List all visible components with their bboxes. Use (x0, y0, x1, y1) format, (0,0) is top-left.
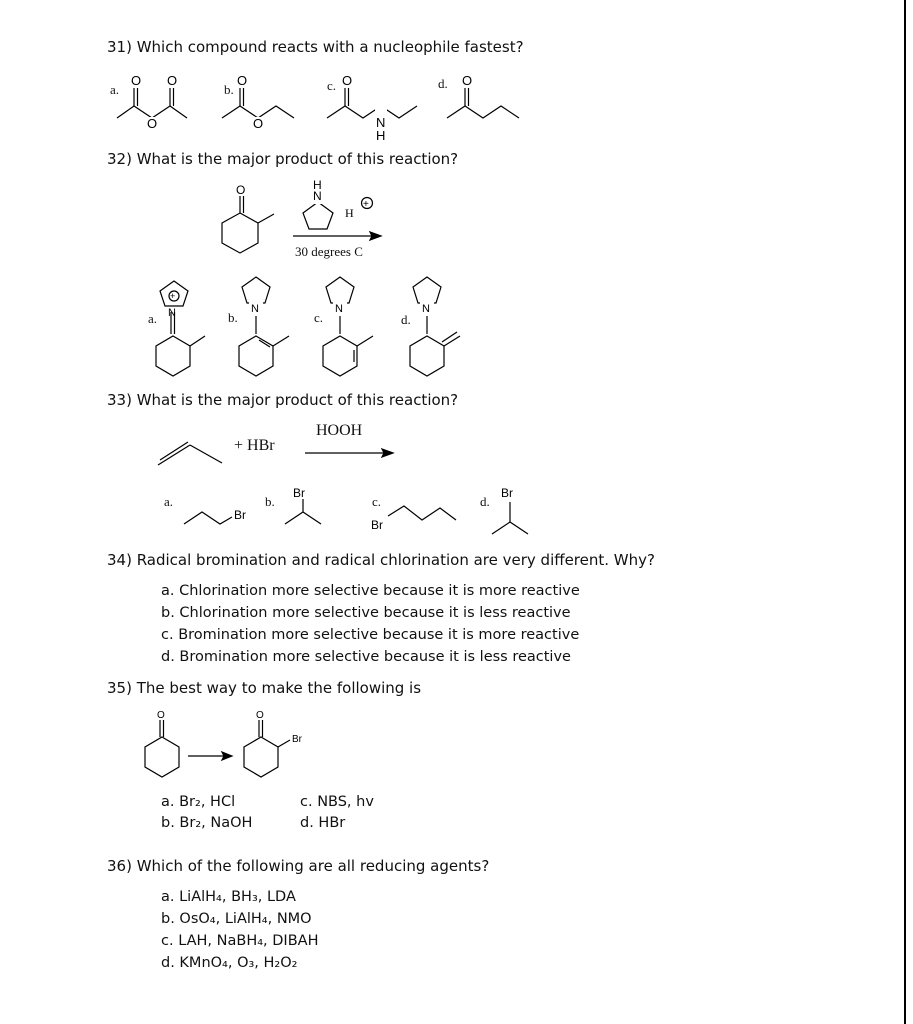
q33-option-d-structure (492, 502, 528, 534)
q33-b-bromine: Br (293, 486, 305, 500)
q35-product-oxygen: O (256, 710, 264, 721)
q33-reaction-arrow (305, 449, 393, 457)
q33-option-a-structure (184, 512, 232, 524)
q35-product-bromoketone (244, 720, 290, 777)
q31-c-oxygen: O (342, 73, 353, 88)
q31-d-oxygen: O (462, 73, 473, 88)
q32-ketone-oxygen: O (236, 183, 246, 197)
q32-b-nitrogen: N (251, 303, 259, 315)
q35-reactant-cyclohexanone (145, 720, 179, 777)
question-36: 36) Which of the following are all reducing agents? (107, 857, 490, 875)
q33-d-bromine: Br (501, 486, 513, 500)
question-34: 34) Radical bromination and radical chlorination are very different. Why? (107, 551, 655, 569)
q36-option-c: c. LAH, NaBH₄, DIBAH (161, 933, 319, 949)
q32-option-a-structure (156, 281, 205, 376)
q32-reactant-ketone (222, 196, 274, 253)
q36-option-a: a. LiAlH₄, BH₃, LDA (161, 889, 296, 905)
q33-option-b-structure (285, 499, 321, 524)
q32-option-d-structure (410, 277, 460, 376)
q35-reaction-arrow (188, 752, 232, 760)
q31-b-oxygen-1: O (237, 73, 248, 88)
q33-propene (158, 442, 222, 465)
q32-c-nitrogen: N (335, 303, 343, 315)
q36-option-d: d. KMnO₄, O₃, H₂O₂ (161, 955, 298, 971)
q31-a-oxygen-1: O (131, 73, 142, 88)
q31-label-c: c. (327, 78, 337, 93)
q35-option-a: a. Br₂, HCl (161, 794, 236, 810)
q31-a-oxygen-2: O (167, 73, 178, 88)
q31-b-oxygen-2: O (253, 116, 264, 131)
q31-label-b: b. (224, 82, 234, 97)
q33-label-a: a. (164, 494, 174, 509)
q32-option-c-structure (323, 277, 373, 376)
q32-pyrrolidine-nitrogen: N (313, 189, 322, 203)
q31-label-d: d. (438, 76, 448, 91)
q33-label-d: d. (480, 494, 490, 509)
q31-c-hydrogen: H (376, 128, 386, 143)
q33-label-c: c. (372, 494, 382, 509)
q32-label-c: c. (314, 310, 324, 325)
q31-structure-d (447, 88, 519, 118)
q34-option-b: b. Chlorination more selective because it is less reactive (161, 605, 571, 621)
q31-structure-c (327, 88, 417, 140)
q34-option-c: c. Bromination more selective because it is more reactive (161, 627, 580, 643)
q32-condition: 30 degrees C (295, 244, 363, 259)
q32-a-nitrogen: N (168, 307, 176, 319)
q32-label-b: b. (228, 310, 238, 325)
q35-product-bromine: Br (292, 734, 302, 745)
q31-label-a: a. (110, 82, 120, 97)
q33-a-bromine: Br (234, 508, 246, 522)
q32-plus-charge: + (363, 199, 369, 210)
q35-option-d: d. HBr (300, 815, 346, 831)
q32-pyrrolidine-hydrogen: H (313, 178, 322, 192)
q34-option-d: d. Bromination more selective because it is less reactive (161, 649, 571, 665)
question-32: 32) What is the major product of this reaction? (107, 150, 459, 168)
q34-option-a: a. Chlorination more selective because it is more reactive (161, 583, 580, 599)
q31-c-nitrogen: N (376, 115, 386, 130)
q32-reaction-arrow (293, 232, 381, 240)
q35-option-c: c. NBS, hv (300, 794, 374, 810)
question-33: 33) What is the major product of this reaction? (107, 391, 459, 409)
question-35: 35) The best way to make the following is (107, 679, 422, 697)
q33-reagent: + HBr (234, 437, 275, 454)
q35-option-b: b. Br₂, NaOH (161, 815, 253, 831)
q32-label-d: d. (401, 312, 411, 327)
q33-option-c-structure (388, 506, 456, 520)
question-31: 31) Which compound reacts with a nucleophile fastest? (107, 38, 524, 56)
q33-c-bromine: Br (371, 518, 383, 532)
q33-condition: HOOH (316, 422, 363, 439)
q32-a-plus: + (170, 291, 176, 301)
q32-option-b-structure (239, 277, 289, 376)
q32-acid-proton: H (345, 206, 354, 220)
q33-label-b: b. (265, 494, 275, 509)
q32-d-nitrogen: N (422, 303, 430, 315)
q31-a-oxygen-bridge: O (147, 116, 158, 131)
q32-label-a: a. (148, 311, 158, 326)
q35-reactant-oxygen: O (157, 710, 165, 721)
q36-option-b: b. OsO₄, LiAlH₄, NMO (161, 911, 312, 927)
